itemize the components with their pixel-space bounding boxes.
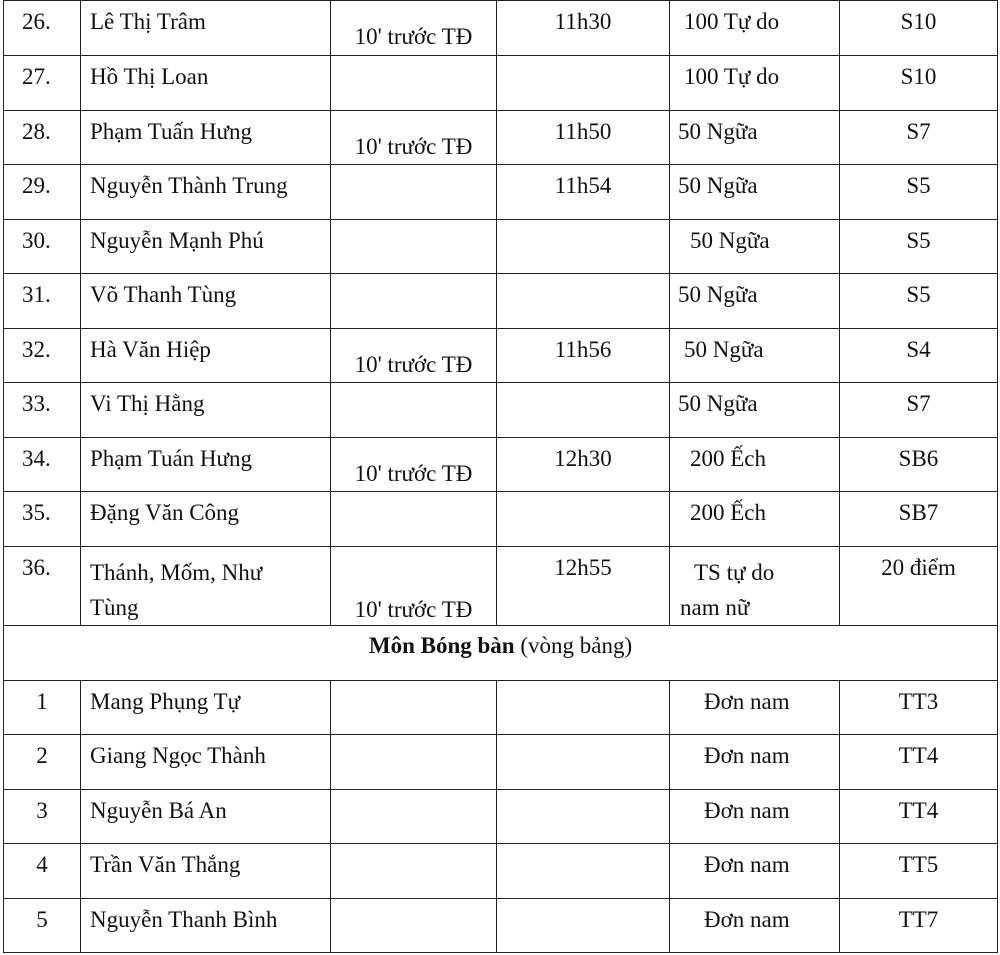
start-time <box>497 219 670 274</box>
row-number: 33. <box>4 383 81 438</box>
athlete-name: Võ Thanh Tùng <box>81 274 331 329</box>
start-time: 11h30 <box>497 1 670 56</box>
table-row <box>4 735 998 790</box>
athlete-name: Phạm Tuán Hưng <box>81 437 331 492</box>
event: 100 Tự do <box>670 56 840 111</box>
athlete-name: Hồ Thị Loan <box>81 56 331 111</box>
report-time <box>331 110 497 165</box>
table-row <box>4 110 998 165</box>
table-row <box>4 219 998 274</box>
table-tennis-section <box>4 625 998 680</box>
report-time <box>331 680 497 735</box>
player-name: Nguyễn Thanh Bình <box>81 898 331 953</box>
relay-section <box>4 546 998 625</box>
report-time <box>331 735 497 790</box>
athlete-name <box>81 546 331 625</box>
player-name: Mang Phụng Tự <box>81 680 331 735</box>
table-row <box>4 546 998 625</box>
start-time: 11h50 <box>497 110 670 165</box>
table-number: TT4 <box>840 789 998 844</box>
table-row <box>4 492 998 547</box>
event: 50 Ngữa <box>670 274 840 329</box>
lane: S5 <box>840 219 998 274</box>
table-row <box>4 437 998 492</box>
report-time <box>331 789 497 844</box>
athlete-name: Nguyễn Thành Trung <box>81 165 331 220</box>
lane: S4 <box>840 328 998 383</box>
athlete-name: Nguyễn Mạnh Phú <box>81 219 331 274</box>
report-time-text: 10' trước TĐ <box>354 460 473 486</box>
report-time-text: 10' trước TĐ <box>354 133 473 159</box>
lane: SB6 <box>840 437 998 492</box>
row-number: 30. <box>4 219 81 274</box>
event: 50 Ngữa <box>670 328 840 383</box>
athlete-name-line: Thánh, Mốm, Như <box>90 559 263 585</box>
start-time: 12h55 <box>497 546 670 625</box>
report-time-text <box>331 492 496 515</box>
event: Đơn nam <box>670 735 840 790</box>
row-number: 32. <box>4 328 81 383</box>
table-row <box>4 680 998 735</box>
table-number: TT4 <box>840 735 998 790</box>
lane: S5 <box>840 274 998 329</box>
event: 50 Ngữa <box>670 110 840 165</box>
row-number: 4 <box>4 844 81 899</box>
report-time <box>331 56 497 111</box>
event: Đơn nam <box>670 680 840 735</box>
report-time <box>331 844 497 899</box>
report-time-text <box>331 274 496 297</box>
section-title-bold: Môn Bóng bàn <box>368 632 515 658</box>
athlete-name: Phạm Tuấn Hưng <box>81 110 331 165</box>
player-name: Trần Văn Thắng <box>81 844 331 899</box>
event <box>670 546 840 625</box>
start-time <box>497 789 670 844</box>
report-time <box>331 219 497 274</box>
table-number: TT3 <box>840 680 998 735</box>
athlete-name-line: Tùng <box>90 594 139 620</box>
athlete-name: Đặng Văn Công <box>81 492 331 547</box>
table-number: TT5 <box>840 844 998 899</box>
report-time <box>331 898 497 953</box>
section-header-row <box>4 625 998 680</box>
start-time: 11h56 <box>497 328 670 383</box>
athlete-name: Lê Thị Trâm <box>81 1 331 56</box>
section-title <box>4 625 998 680</box>
start-time: 11h54 <box>497 165 670 220</box>
row-number: 2 <box>4 735 81 790</box>
event-line: nam nữ <box>680 594 750 620</box>
event: 50 Ngữa <box>670 219 840 274</box>
event: 100 Tự do <box>670 1 840 56</box>
report-time-text: 10' trước TĐ <box>354 596 473 622</box>
lane: S10 <box>840 1 998 56</box>
table-row <box>4 1 998 56</box>
row-number: 27. <box>4 56 81 111</box>
table-row <box>4 789 998 844</box>
table-number: TT7 <box>840 898 998 953</box>
row-number: 34. <box>4 437 81 492</box>
lane: S5 <box>840 165 998 220</box>
report-time <box>331 1 497 56</box>
start-time <box>497 680 670 735</box>
report-time <box>331 165 497 220</box>
row-number: 35. <box>4 492 81 547</box>
event: Đơn nam <box>670 844 840 899</box>
event: 200 Ếch <box>670 437 840 492</box>
table-row <box>4 328 998 383</box>
event: Đơn nam <box>670 789 840 844</box>
start-time <box>497 383 670 438</box>
player-name: Nguyễn Bá An <box>81 789 331 844</box>
event: 50 Ngữa <box>670 165 840 220</box>
report-time <box>331 383 497 438</box>
start-time <box>497 735 670 790</box>
report-time-text <box>331 165 496 188</box>
table-tennis-rows <box>4 680 998 953</box>
report-time <box>331 328 497 383</box>
start-time <box>497 844 670 899</box>
report-time <box>331 437 497 492</box>
start-time <box>497 56 670 111</box>
report-time-text <box>331 56 496 79</box>
lane: S7 <box>840 110 998 165</box>
report-time-text: 10' trước TĐ <box>354 24 473 49</box>
event: 50 Ngữa <box>670 383 840 438</box>
table-row <box>4 165 998 220</box>
start-time <box>497 274 670 329</box>
lane: SB7 <box>840 492 998 547</box>
table-row <box>4 56 998 111</box>
lane: 20 điểm <box>840 546 998 625</box>
event: Đơn nam <box>670 898 840 953</box>
lane: S7 <box>840 383 998 438</box>
report-time <box>331 492 497 547</box>
start-time: 12h30 <box>497 437 670 492</box>
start-time <box>497 898 670 953</box>
row-number: 36. <box>4 546 81 625</box>
section-title-note: (vòng bảng) <box>514 632 633 658</box>
table-row <box>4 898 998 953</box>
report-time <box>331 274 497 329</box>
event: 200 Ếch <box>670 492 840 547</box>
row-number: 31. <box>4 274 81 329</box>
row-number: 3 <box>4 789 81 844</box>
player-name: Giang Ngọc Thành <box>81 735 331 790</box>
athlete-name: Hà Văn Hiệp <box>81 328 331 383</box>
schedule-table <box>3 0 998 953</box>
report-time-text: 10' trước TĐ <box>354 351 473 377</box>
row-number: 29. <box>4 165 81 220</box>
lane: S10 <box>840 56 998 111</box>
swim-section <box>4 1 998 547</box>
athlete-name: Vi Thị Hằng <box>81 383 331 438</box>
report-time <box>331 546 497 625</box>
row-number: 1 <box>4 680 81 735</box>
table-row <box>4 383 998 438</box>
start-time <box>497 492 670 547</box>
report-time-text <box>331 220 496 243</box>
row-number: 26. <box>4 1 81 56</box>
event-line: TS tự do <box>694 559 775 585</box>
table-row <box>4 274 998 329</box>
row-number: 28. <box>4 110 81 165</box>
report-time-text <box>331 383 496 406</box>
row-number: 5 <box>4 898 81 953</box>
table-row <box>4 844 998 899</box>
